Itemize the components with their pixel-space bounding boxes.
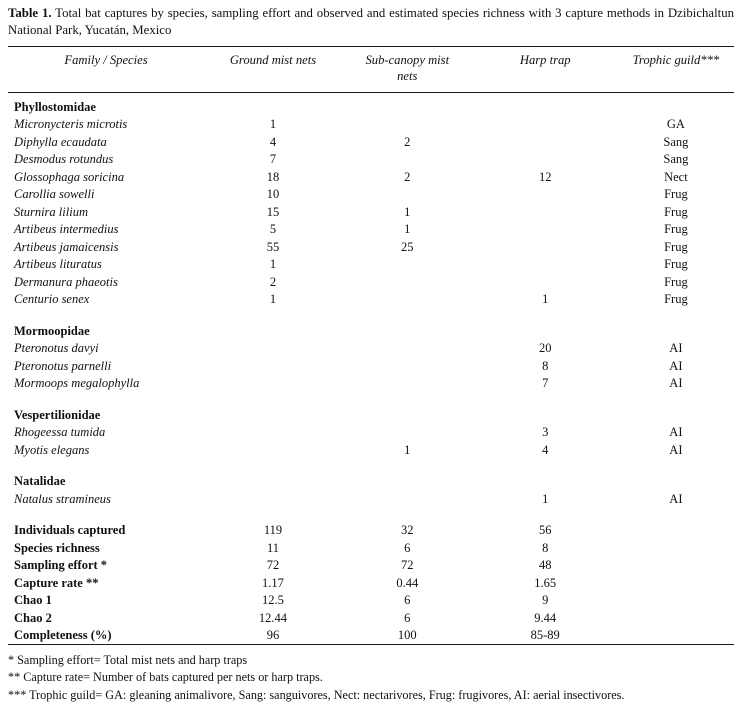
species-row <box>8 221 734 239</box>
harp-trap-count: 12 <box>538 169 552 184</box>
summary-row <box>8 627 734 645</box>
spacer-row <box>8 508 734 522</box>
trophic-guild-value: AI <box>669 358 683 373</box>
trophic-guild-value: AI <box>669 425 683 439</box>
summary-guild-value <box>618 592 734 610</box>
subcanopy-mist-nets-count <box>342 291 473 309</box>
table-caption-label: Table 1. <box>8 6 52 20</box>
trophic-guild-value: Sang <box>663 152 689 166</box>
trophic-guild-value: Frug <box>664 239 688 254</box>
species-row <box>8 424 734 442</box>
table-caption-text: Total bat captures by species, sampling effort and observed and estimated species richness with 3 capture methods in Dzibichaltun National Park, Yucatán, Mexico <box>8 6 734 37</box>
subcanopy-mist-nets-count: 2 <box>404 134 411 149</box>
subcanopy-mist-nets-count <box>342 116 473 134</box>
species-name: Carollia sowelli <box>14 187 95 201</box>
species-name: Desmodus rotundus <box>14 152 114 166</box>
ground-mist-nets-count: 10 <box>266 187 280 201</box>
summary-label: Completeness (%) <box>14 628 112 642</box>
summary-subcanopy-value: 6 <box>404 593 411 607</box>
family-name: Mormoopidae <box>14 323 90 338</box>
summary-row <box>8 592 734 610</box>
harp-trap-count: 1 <box>542 491 549 506</box>
table-header-row <box>8 46 734 92</box>
subcanopy-mist-nets-count: 1 <box>404 442 411 457</box>
trophic-guild-value: Frug <box>664 187 688 201</box>
species-name: Pteronotus davyi <box>14 341 99 355</box>
summary-row <box>8 609 734 627</box>
summary-row <box>8 557 734 575</box>
trophic-guild-value: Frug <box>664 204 688 219</box>
trophic-guild-value: AI <box>669 341 683 355</box>
header-trophic-guild: Trophic guild*** <box>618 46 734 92</box>
spacer-row <box>8 392 734 406</box>
summary-harp-value: 48 <box>538 558 552 572</box>
species-name: Diphylla ecaudata <box>14 134 107 149</box>
ground-mist-nets-count: 1 <box>269 117 277 131</box>
subcanopy-mist-nets-count <box>342 340 473 358</box>
subcanopy-mist-nets-count <box>342 256 473 274</box>
summary-label: Sampling effort * <box>14 558 108 572</box>
harp-trap-count: 7 <box>542 376 549 390</box>
family-name: Phyllostomidae <box>14 99 96 114</box>
species-name: Sturnira lilium <box>14 204 88 219</box>
ground-mist-nets-count <box>204 340 342 358</box>
species-name: Micronycteris microtis <box>14 117 128 131</box>
harp-trap-count <box>473 273 618 291</box>
summary-subcanopy-value: 100 <box>397 628 417 642</box>
ground-mist-nets-count: 18 <box>266 169 280 184</box>
harp-trap-count <box>473 133 618 151</box>
spacer-row <box>8 308 734 322</box>
ground-mist-nets-count <box>204 424 342 442</box>
bat-captures-table <box>8 46 734 645</box>
species-name: Pteronotus parnelli <box>14 358 112 373</box>
species-row <box>8 273 734 291</box>
species-row <box>8 186 734 204</box>
family-name: Vespertilionidae <box>14 407 101 422</box>
trophic-guild-value: Frug <box>664 292 688 306</box>
trophic-guild-value: Sang <box>663 134 689 149</box>
species-row <box>8 490 734 508</box>
harp-trap-count: 1 <box>542 292 549 306</box>
summary-ground-value: 119 <box>263 523 283 537</box>
summary-ground-value: 11 <box>266 540 279 555</box>
table-caption <box>8 5 734 39</box>
trophic-guild-value: Frug <box>664 274 688 289</box>
harp-trap-count <box>473 186 618 204</box>
species-row <box>8 203 734 221</box>
summary-label: Capture rate ** <box>14 575 99 590</box>
species-name: Natalus stramineus <box>14 491 111 506</box>
summary-label: Chao 1 <box>14 593 52 607</box>
species-name: Dermanura phaeotis <box>14 274 118 289</box>
summary-subcanopy-value: 6 <box>404 610 411 625</box>
subcanopy-mist-nets-count: 2 <box>404 169 411 184</box>
spacer-cell <box>8 308 734 322</box>
family-row <box>8 322 734 340</box>
harp-trap-count: 8 <box>542 358 549 373</box>
species-row <box>8 116 734 134</box>
species-row <box>8 340 734 358</box>
summary-harp-value: 85-89 <box>530 628 560 642</box>
species-row <box>8 133 734 151</box>
species-row <box>8 168 734 186</box>
trophic-guild-value: Frug <box>664 257 688 271</box>
trophic-guild-value: GA <box>666 117 685 131</box>
ground-mist-nets-count <box>204 357 342 375</box>
harp-trap-count: 3 <box>542 425 549 439</box>
ground-mist-nets-count <box>204 441 342 459</box>
species-row <box>8 375 734 393</box>
summary-harp-value: 1.65 <box>534 575 557 590</box>
species-name: Glossophaga soricina <box>14 169 125 184</box>
summary-ground-value: 12.44 <box>258 610 288 625</box>
header-subcanopy-mist-nets: Sub-canopy mist nets <box>342 46 473 92</box>
spacer-row <box>8 459 734 473</box>
species-row <box>8 238 734 256</box>
trophic-guild-value: AI <box>669 442 683 457</box>
summary-guild-value <box>618 574 734 592</box>
summary-subcanopy-value: 0.44 <box>396 575 419 590</box>
harp-trap-count <box>473 116 618 134</box>
ground-mist-nets-count <box>204 375 342 393</box>
summary-harp-value: 8 <box>542 540 549 555</box>
subcanopy-mist-nets-count <box>342 490 473 508</box>
family-row <box>8 92 734 116</box>
footnote-trophic-guild: *** Trophic guild= GA: gleaning animalivore, Sang: sanguivores, Nect: nectarivores, Frug: frugivores, AI: aerial insectivores. <box>8 687 625 702</box>
harp-trap-count: 4 <box>542 442 549 457</box>
family-row <box>8 473 734 491</box>
family-row <box>8 406 734 424</box>
subcanopy-mist-nets-count: 1 <box>404 222 411 236</box>
species-row <box>8 151 734 169</box>
harp-trap-count <box>473 203 618 221</box>
species-name: Centurio senex <box>14 292 90 306</box>
summary-harp-value: 9.44 <box>534 610 557 625</box>
ground-mist-nets-count: 7 <box>269 152 277 166</box>
summary-label: Species richness <box>14 540 100 555</box>
ground-mist-nets-count: 5 <box>269 222 277 236</box>
trophic-guild-value: AI <box>669 491 683 506</box>
species-name: Artibeus lituratus <box>14 257 102 271</box>
ground-mist-nets-count: 1 <box>269 257 277 271</box>
trophic-guild-value: AI <box>669 376 683 390</box>
subcanopy-mist-nets-count <box>342 273 473 291</box>
ground-mist-nets-count: 55 <box>266 239 280 254</box>
summary-guild-value <box>618 627 734 645</box>
species-name: Mormoops megalophylla <box>14 376 140 390</box>
subcanopy-mist-nets-count: 25 <box>401 239 414 254</box>
summary-ground-value: 12.5 <box>262 593 284 607</box>
summary-label: Chao 2 <box>14 610 52 625</box>
summary-subcanopy-value: 32 <box>401 523 414 537</box>
species-name: Artibeus jamaicensis <box>14 239 119 254</box>
species-name: Rhogeessa tumida <box>14 425 106 439</box>
footnote-sampling-effort: * Sampling effort= Total mist nets and harp traps <box>8 653 248 667</box>
summary-guild-value <box>618 522 734 540</box>
trophic-guild-value: Frug <box>664 222 688 236</box>
header-family-species: Family / Species <box>8 46 204 92</box>
trophic-guild-value: Nect <box>664 169 688 184</box>
subcanopy-mist-nets-count <box>342 424 473 442</box>
footnotes <box>8 652 734 704</box>
species-name: Artibeus intermedius <box>14 222 119 236</box>
subcanopy-mist-nets-count: 1 <box>404 204 411 219</box>
species-row <box>8 441 734 459</box>
subcanopy-mist-nets-count <box>342 357 473 375</box>
subcanopy-mist-nets-count <box>342 375 473 393</box>
ground-mist-nets-count: 15 <box>266 204 280 219</box>
summary-ground-value: 96 <box>266 628 280 642</box>
species-row <box>8 256 734 274</box>
species-name: Myotis elegans <box>14 442 90 457</box>
summary-guild-value <box>618 609 734 627</box>
species-row <box>8 357 734 375</box>
harp-trap-count <box>473 221 618 239</box>
summary-ground-value: 72 <box>266 558 280 572</box>
harp-trap-count <box>473 256 618 274</box>
ground-mist-nets-count: 4 <box>269 134 277 149</box>
summary-harp-value: 56 <box>538 523 552 537</box>
ground-mist-nets-count <box>204 490 342 508</box>
family-name: Natalidae <box>14 474 66 488</box>
ground-mist-nets-count: 2 <box>269 274 277 289</box>
summary-row <box>8 539 734 557</box>
summary-label: Individuals captured <box>14 523 126 537</box>
summary-guild-value <box>618 539 734 557</box>
summary-subcanopy-value: 72 <box>401 558 414 572</box>
spacer-cell <box>8 459 734 473</box>
header-harp-trap: Harp trap <box>473 46 618 92</box>
summary-guild-value <box>618 557 734 575</box>
spacer-cell <box>8 392 734 406</box>
harp-trap-count <box>473 238 618 256</box>
summary-ground-value: 1.17 <box>262 575 284 590</box>
summary-subcanopy-value: 6 <box>404 540 411 555</box>
subcanopy-mist-nets-count <box>342 186 473 204</box>
footnote-capture-rate: ** Capture rate= Number of bats captured per nets or harp traps. <box>8 670 323 685</box>
subcanopy-mist-nets-count <box>342 151 473 169</box>
harp-trap-count: 20 <box>538 341 552 355</box>
summary-row <box>8 574 734 592</box>
ground-mist-nets-count: 1 <box>269 292 277 306</box>
spacer-cell <box>8 508 734 522</box>
header-ground-mist-nets: Ground mist nets <box>204 46 342 92</box>
summary-row <box>8 522 734 540</box>
summary-harp-value: 9 <box>542 593 549 607</box>
harp-trap-count <box>473 151 618 169</box>
species-row <box>8 291 734 309</box>
